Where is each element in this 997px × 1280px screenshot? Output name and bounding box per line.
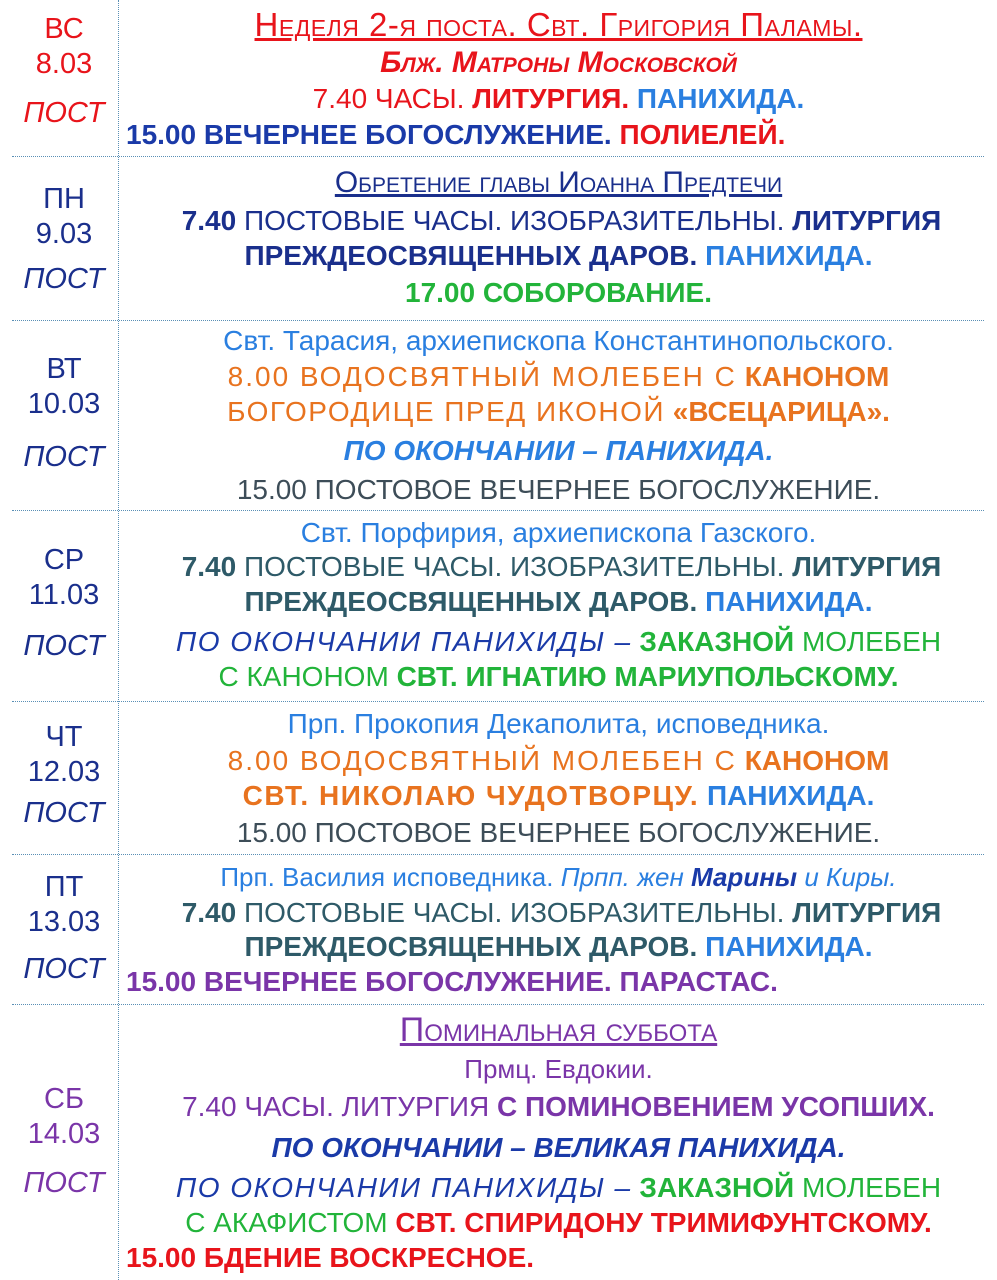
fri-time: 7.40 (181, 897, 237, 928)
fri-saint-wives: Прпп. жен (560, 862, 684, 892)
wed-line-1 (126, 550, 997, 584)
sat-line-4 (120, 1206, 997, 1240)
day-post: ПОСТ (23, 629, 105, 662)
sat-line-3 (120, 1171, 997, 1205)
sat-commemoration: С ПОМИНОВЕНИЕМ УСОПШИХ. (496, 1091, 935, 1122)
day-name: ВТ (46, 353, 82, 385)
wed-after: ПО ОКОНЧАНИИ ПАНИХИДЫ – (175, 626, 632, 657)
fri-vespers: 15.00 ВЕЧЕРНЕЕ БОГОСЛУЖЕНИЕ. ПАРАСТАС. (126, 966, 778, 997)
wed-ignatius: СВТ. ИГНАТИЮ МАРИУПОЛЬСКОМУ. (396, 661, 899, 692)
tue-moleben: 8.00 ВОДОСВЯТНЫЙ МОЛЕБЕН С (227, 361, 737, 392)
mon-time: 7.40 (181, 205, 237, 236)
fri-saint-basil: Прп. Василия исповедника. (220, 862, 554, 892)
tue-kanon: КАНОНОМ (744, 361, 890, 392)
sat-title: Поминальная суббота (399, 1011, 718, 1049)
sat-moleben: МОЛЕБЕН (801, 1172, 942, 1203)
row-divider (12, 701, 984, 702)
wed-order: ЗАКАЗНОЙ (639, 626, 795, 657)
sun-polyeleos: ПОЛИЕЛЕЙ. (619, 119, 786, 150)
sat-spyridon: СВТ. СПИРИДОНУ ТРИМИФУНТСКОМУ. (395, 1207, 932, 1238)
day-date: 8.03 (35, 47, 93, 80)
day-post: ПОСТ (23, 262, 105, 295)
thu-panikhida: ПАНИХИДА. (706, 780, 875, 811)
day-date: 12.03 (27, 755, 101, 788)
fri-saint-marina: Марины (691, 862, 798, 892)
day-label-thu (10, 720, 118, 830)
day-post: ПОСТ (23, 440, 105, 473)
tue-vespers: 15.00 ПОСТОВОЕ ВЕЧЕРНЕЕ БОГОСЛУЖЕНИЕ. (236, 474, 881, 505)
day-post: ПОСТ (23, 1166, 105, 1199)
day-name: СР (43, 544, 85, 576)
day-date: 14.03 (27, 1117, 101, 1150)
row-divider (12, 320, 984, 321)
sat-line-1 (120, 1090, 997, 1124)
sat-vigil: 15.00 БДЕНИЕ ВОСКРЕСНОЕ. (126, 1242, 535, 1273)
column-divider (118, 0, 119, 1280)
day-name: ПТ (44, 871, 84, 903)
day-post: ПОСТ (23, 952, 105, 985)
sun-title: Неделя 2-я поста. Свт. Григория Паламы. (254, 6, 863, 43)
day-label-tue (10, 352, 118, 474)
day-post: ПОСТ (23, 96, 105, 129)
day-date: 10.03 (27, 387, 101, 420)
row-divider (12, 854, 984, 855)
day-name: ВС (44, 13, 84, 45)
wed-saint: Свт. Порфирия, архиепископа Газского. (300, 517, 817, 548)
mon-unction: 17.00 СОБОРОВАНИЕ. (405, 277, 712, 308)
row-divider (12, 1004, 984, 1005)
day-label-wed (10, 543, 118, 663)
day-label-fri (10, 870, 118, 986)
fri-line-2 (120, 930, 997, 964)
mon-liturgy: ЛИТУРГИЯ (792, 205, 942, 236)
day-label-sun (10, 12, 118, 130)
day-post: ПОСТ (23, 796, 105, 829)
day-label-mon (10, 182, 118, 296)
sun-vespers: 15.00 ВЕЧЕРНЕЕ БОГОСЛУЖЕНИЕ. (126, 119, 612, 150)
sun-hours: 7.40 ЧАСЫ. (312, 83, 465, 114)
mon-line-1 (126, 204, 997, 238)
tue-line-1 (120, 360, 997, 394)
tue-saint: Свт. Тарасия, архиепископа Константинопольского. (223, 325, 894, 356)
sat-saint: Прмц. Евдокии. (464, 1054, 653, 1084)
fri-saint-kira: и Киры. (804, 862, 897, 892)
fri-line-1 (126, 896, 997, 930)
row-divider (12, 156, 984, 157)
tue-icon-name: «ВСЕЦАРИЦА». (672, 396, 890, 427)
wed-liturgy: ЛИТУРГИЯ (792, 551, 942, 582)
sun-panikhida: ПАНИХИДА. (636, 83, 805, 114)
sun-liturgy: ЛИТУРГИЯ. (472, 83, 630, 114)
wed-time: 7.40 (181, 551, 237, 582)
day-date: 9.03 (35, 217, 93, 250)
wed-line-3 (120, 625, 997, 659)
tue-line-2 (120, 395, 997, 429)
sat-after: ПО ОКОНЧАНИИ ПАНИХИДЫ – (175, 1172, 632, 1203)
day-name: ЧТ (45, 721, 83, 753)
mon-presanct: ПРЕЖДЕОСВЯЩЕННЫХ ДАРОВ. (244, 240, 698, 271)
wed-panikhida: ПАНИХИДА. (705, 586, 873, 617)
sun-line-2 (126, 118, 785, 152)
thu-line-2 (120, 779, 997, 813)
wed-kanon: С КАНОНОМ (218, 661, 389, 692)
sun-line-1 (120, 82, 997, 116)
mon-title: Обретение главы Иоанна Предтечи (334, 166, 783, 199)
wed-presanct: ПРЕЖДЕОСВЯЩЕННЫХ ДАРОВ. (244, 586, 698, 617)
day-label-sat (10, 1082, 118, 1200)
fri-panikhida: ПАНИХИДА. (705, 931, 873, 962)
mon-panikhida: ПАНИХИДА. (705, 240, 873, 271)
fri-hours: ПОСТОВЫЕ ЧАСЫ. ИЗОБРАЗИТЕЛЬНЫ. (243, 897, 785, 928)
thu-kanon: КАНОНОМ (744, 745, 890, 776)
sat-order: ЗАКАЗНОЙ (639, 1172, 795, 1203)
sat-liturgy: 7.40 ЧАСЫ. ЛИТУРГИЯ (182, 1091, 490, 1122)
thu-nicholas: СВТ. НИКОЛАЮ ЧУДОТВОРЦУ. (242, 780, 700, 811)
tue-panikhida: ПО ОКОНЧАНИИ – ПАНИХИДА. (343, 435, 774, 466)
sun-subtitle: Блж. Матроны Московской (380, 46, 737, 79)
mon-line-2 (120, 239, 997, 273)
thu-vespers: 15.00 ПОСТОВОЕ ВЕЧЕРНЕЕ БОГОСЛУЖЕНИЕ. (236, 817, 881, 848)
wed-line-4 (120, 660, 997, 694)
row-divider (12, 510, 984, 511)
wed-moleben: МОЛЕБЕН (801, 626, 942, 657)
sat-great-panikhida: ПО ОКОНЧАНИИ – ВЕЛИКАЯ ПАНИХИДА. (271, 1132, 846, 1163)
fri-liturgy: ЛИТУРГИЯ (792, 897, 942, 928)
day-name: ПН (43, 183, 85, 215)
sat-akathist: С АКАФИСТОМ (185, 1207, 388, 1238)
thu-line-1 (120, 744, 997, 778)
thu-saint: Прп. Прокопия Декаполита, исповедника. (287, 708, 830, 739)
wed-hours: ПОСТОВЫЕ ЧАСЫ. ИЗОБРАЗИТЕЛЬНЫ. (243, 551, 785, 582)
day-name: СБ (44, 1083, 84, 1115)
wed-line-2 (120, 585, 997, 619)
day-date: 11.03 (28, 578, 100, 611)
thu-moleben: 8.00 ВОДОСВЯТНЫЙ МОЛЕБЕН С (227, 745, 737, 776)
mon-hours: ПОСТОВЫЕ ЧАСЫ. ИЗОБРАЗИТЕЛЬНЫ. (243, 205, 785, 236)
day-date: 13.03 (27, 905, 101, 938)
fri-saint (120, 860, 997, 894)
tue-icon-text: БОГОРОДИЦЕ ПРЕД ИКОНОЙ (227, 396, 666, 427)
fri-presanct: ПРЕЖДЕОСВЯЩЕННЫХ ДАРОВ. (244, 931, 698, 962)
